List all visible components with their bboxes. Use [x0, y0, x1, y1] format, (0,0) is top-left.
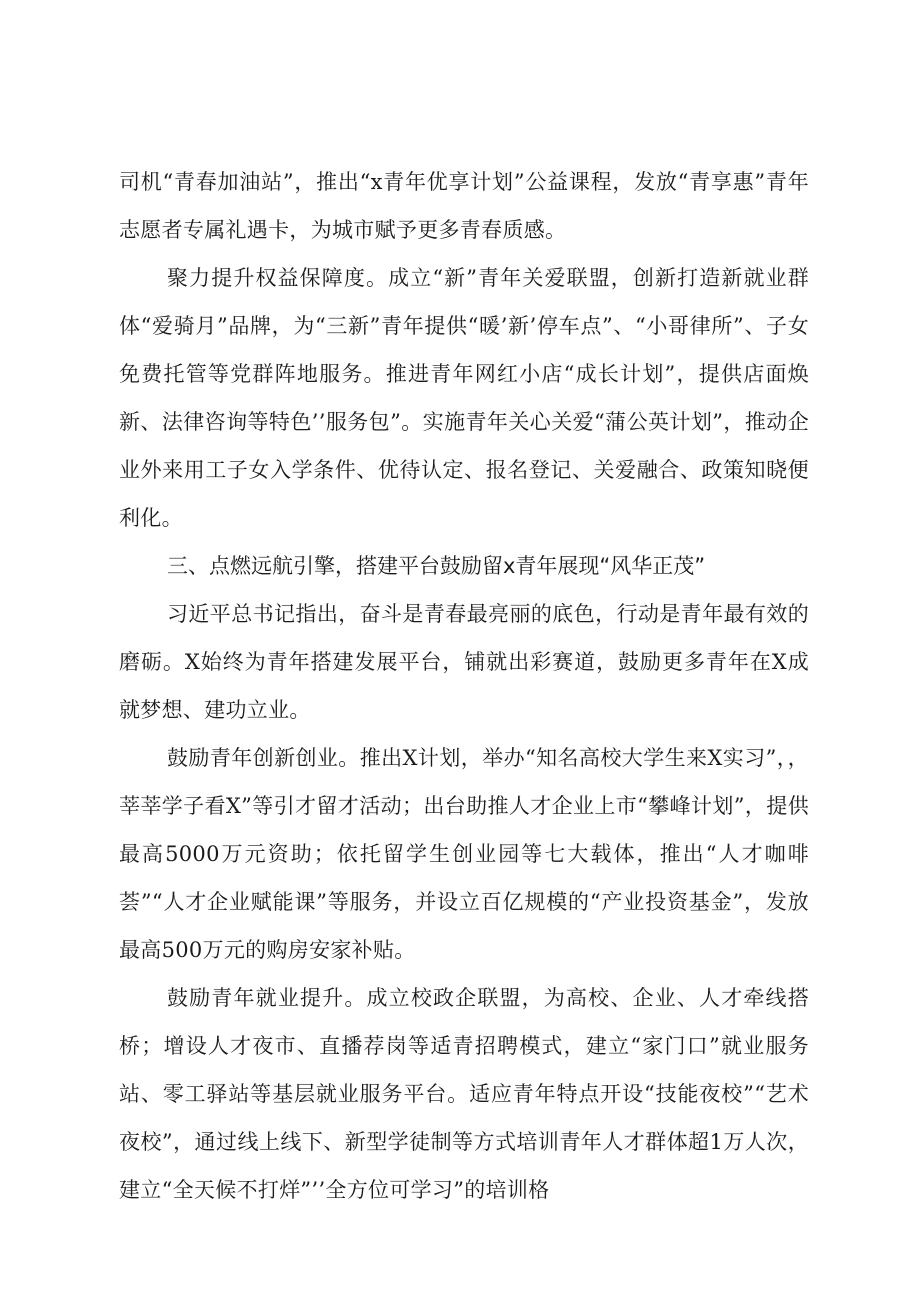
paragraph-rights-protection: 聚力提升权益保障度。成立“新”青年关爱联盟，创新打造新就业群体“爱骑月”品牌，为“三新”青年提供“暖’新’停车点”、“小哥律所”、子女免费托管等党群阵地服务。推进青年网红小店“成长计划”，提供店面焕新、法律咨询等特色’’服务包”。实施青年关心关爱“蒲公英计划”，推动企业外来用工子女入学条件、优待认定、报名登记、关爱融合、政策知晓便利化。	[119, 266, 809, 530]
document-body	[119, 158, 809, 1214]
paragraph-intro: 习近平总书记指出，奋斗是青春最亮丽的底色，行动是青年最有效的磨砺。X始终为青年搭建发展平台，铺就出彩赛道，鼓励更多青年在X成就梦想、建功立业。	[119, 602, 809, 722]
paragraph-employment: 鼓励青年就业提升。成立校政企联盟，为高校、企业、人才牵线搭桥；增设人才夜市、直播荐岗等适青招聘模式，建立“家门口”就业服务站、零工驿站等基层就业服务平台。适应青年特点开设“技能夜校”“艺术夜校”，通过线上线下、新型学徒制等方式培训青年人才群体超1万人次，建立“全天候不打烊”’’全方位可学习”的培训格	[119, 986, 809, 1202]
paragraph-innovation: 鼓励青年创新创业。推出X计划，举办“知名高校大学生来X实习”，，莘莘学子看X”等引才留才活动；出台助推人才企业上市“攀峰计划”，提供最高5000万元资助；依托留学生创业园等七大载体，推出“人才咖啡荟”“人才企业赋能课”等服务，并设立百亿规模的“产业投资基金”，发放最高500万元的购房安家补贴。	[119, 746, 809, 962]
section-heading: 三、点燃远航引擎，搭建平台鼓励留x青年展现“风华正茂”	[167, 554, 706, 578]
paragraph-continuation: 司机“青春加油站”，推出“x青年优享计划”公益课程，发放“青享惠”青年志愿者专属礼遇卡，为城市赋予更多青春质感。	[119, 170, 809, 242]
